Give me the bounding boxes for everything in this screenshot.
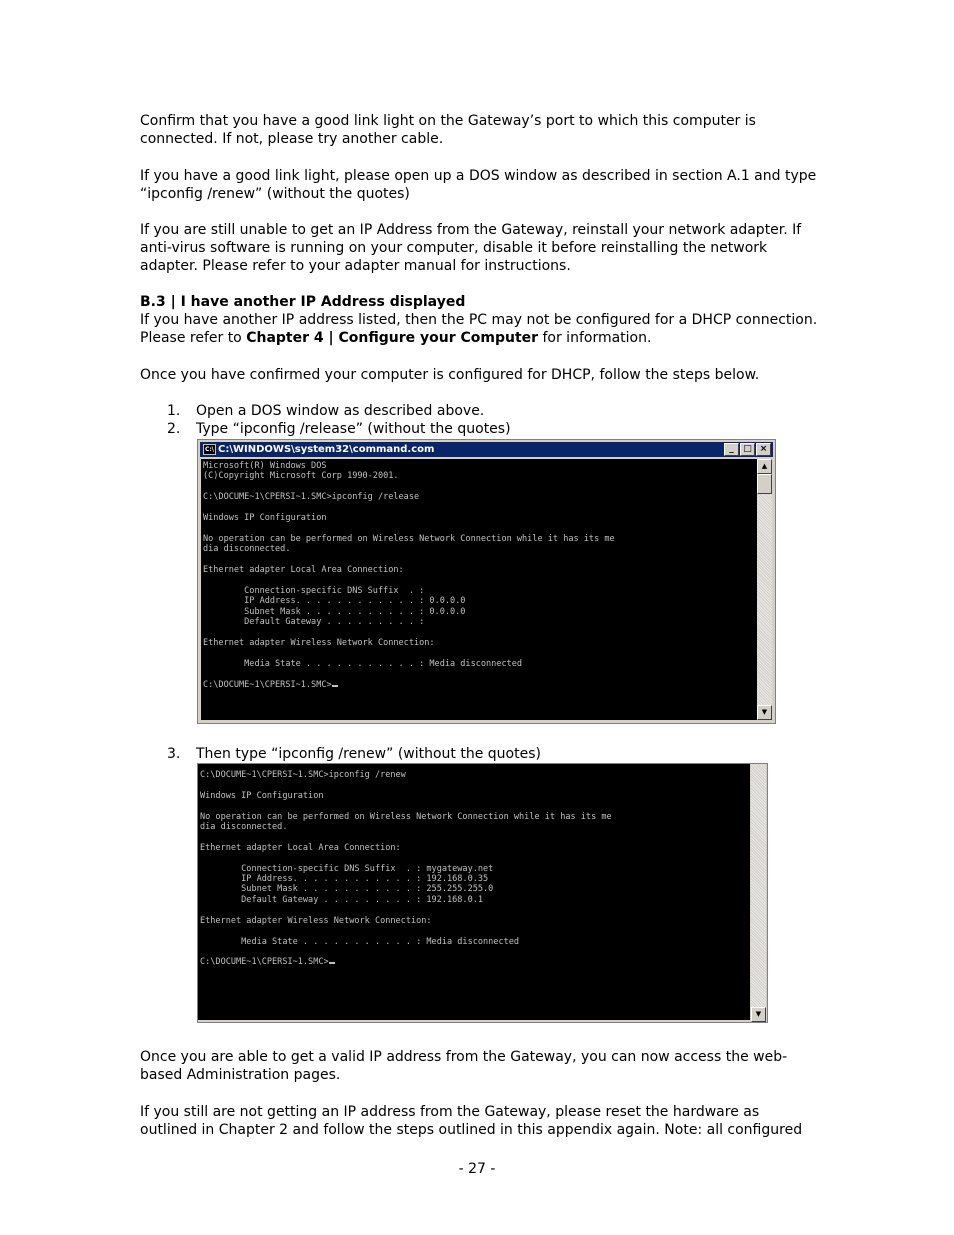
page-number: - 27 - [458,1161,496,1177]
command-prompt-window-release [197,439,776,724]
list-item-number: 2. [167,421,181,437]
list-item-text: Then type “ipconfig /renew” (without the quotes) [196,746,541,762]
console-output[interactable] [201,459,757,720]
command-prompt-icon: C:\ [205,446,214,453]
paragraph-reinstall-adapter: If you are still unable to get an IP Address from the Gateway, reinstall your network adapter. If anti-virus software is running on your computer, disable it before reinstalling the network adapter. Please refer to your adapter manual for instructions. [140,222,802,275]
paragraph-another-ip-text: If you have another IP address listed, then the PC may not be configured for a DHCP connection. Please refer to [140,312,818,347]
list-item [0,402,954,420]
paragraph-link-light: Confirm that you have a good link light on the Gateway’s port to which this computer is connected. If not, please try another cable. [140,113,756,148]
section-heading: B.3 | I have another IP Address displayed [140,294,466,310]
paragraph-confirm-dhcp: Once you have confirmed your computer is configured for DHCP, follow the steps below. [140,367,760,383]
paragraph-valid-ip: Once you are able to get a valid IP address from the Gateway, you can now access the web-based Administration pages. [140,1049,788,1084]
paragraph-open-dos: If you have a good link light, please open up a DOS window as described in section A.1 and type “ipconfig /renew” (without the quotes) [140,168,817,203]
minimize-button[interactable]: _ [724,443,739,456]
scrollbar-thumb[interactable] [757,474,772,494]
cursor-icon [329,962,335,964]
vertical-scrollbar[interactable] [751,764,766,1022]
list-item [0,745,954,763]
scroll-down-arrow-icon[interactable]: ▼ [751,1007,766,1022]
list-item-text: Open a DOS window as described above. [196,403,485,419]
console-text: Microsoft(R) Windows DOS (C)Copyright Microsoft Corp 1990-2001. C:\DOCUME~1\CPERSI~1.SMC>ipconfig /release Windows IP Configuration No operation can be performed on Wireless Network Connection while it has its me dia disconnected. Ethernet adapter Local Area Connection: Connection-specific DNS Suffix . : IP Address. . . . . . . . . . . . : 0.0.0.0 Subnet Mask . . . . . . . . . . . : 0.0.0.0 Default Gateway . . . . . . . . . : Ethernet adapter Wireless Network Connection: Media State . . . . . . . . . . . : Media disconnected C:\DOCUME~1\CPERSI~1.SMC> [203,461,615,690]
list-item-text: Type “ipconfig /release” (without the quotes) [196,421,511,437]
command-prompt-window-renew [197,763,768,1023]
window-title: C:\WINDOWS\system32\command.com [218,444,435,455]
console-text: C:\DOCUME~1\CPERSI~1.SMC>ipconfig /renew Windows IP Configuration No operation can be performed on Wireless Network Connection while it has its me dia disconnected. Ethernet adapter Local Area Connection: Connection-specific DNS Suffix . : mygateway.net IP Address. . . . . . . . . . . . : 192.168.0.35 Subnet Mask . . . . . . . . . . . : 255.255.255.0 Default Gateway . . . . . . . . . : 192.168.0.1 Ethernet adapter Wireless Network Connection: Media State . . . . . . . . . . . : Media disconnected C:\DOCUME~1\CPERSI~1.SMC> [200,770,612,968]
vertical-scrollbar[interactable] [757,459,772,720]
paragraph-another-ip [140,311,820,347]
console-output[interactable] [198,764,750,1020]
cursor-icon [332,685,338,687]
scroll-down-arrow-icon[interactable]: ▼ [757,705,772,720]
maximize-button[interactable]: □ [740,443,755,456]
close-button[interactable]: × [756,443,771,456]
window-title-bar[interactable] [200,442,773,457]
list-item-number: 1. [167,403,181,419]
paragraph-another-ip-tail: for information. [538,330,652,347]
list-item-number: 3. [167,746,181,762]
scroll-up-arrow-icon[interactable]: ▲ [757,459,772,474]
list-item [0,420,954,438]
window-controls [723,443,771,456]
paragraph-reset-hardware: If you still are not getting an IP address from the Gateway, please reset the hardware as outlined in Chapter 2 and follow the steps outlined in this appendix again. Note: all configured [140,1104,803,1139]
chapter-reference: Chapter 4 | Configure your Computer [246,330,539,347]
